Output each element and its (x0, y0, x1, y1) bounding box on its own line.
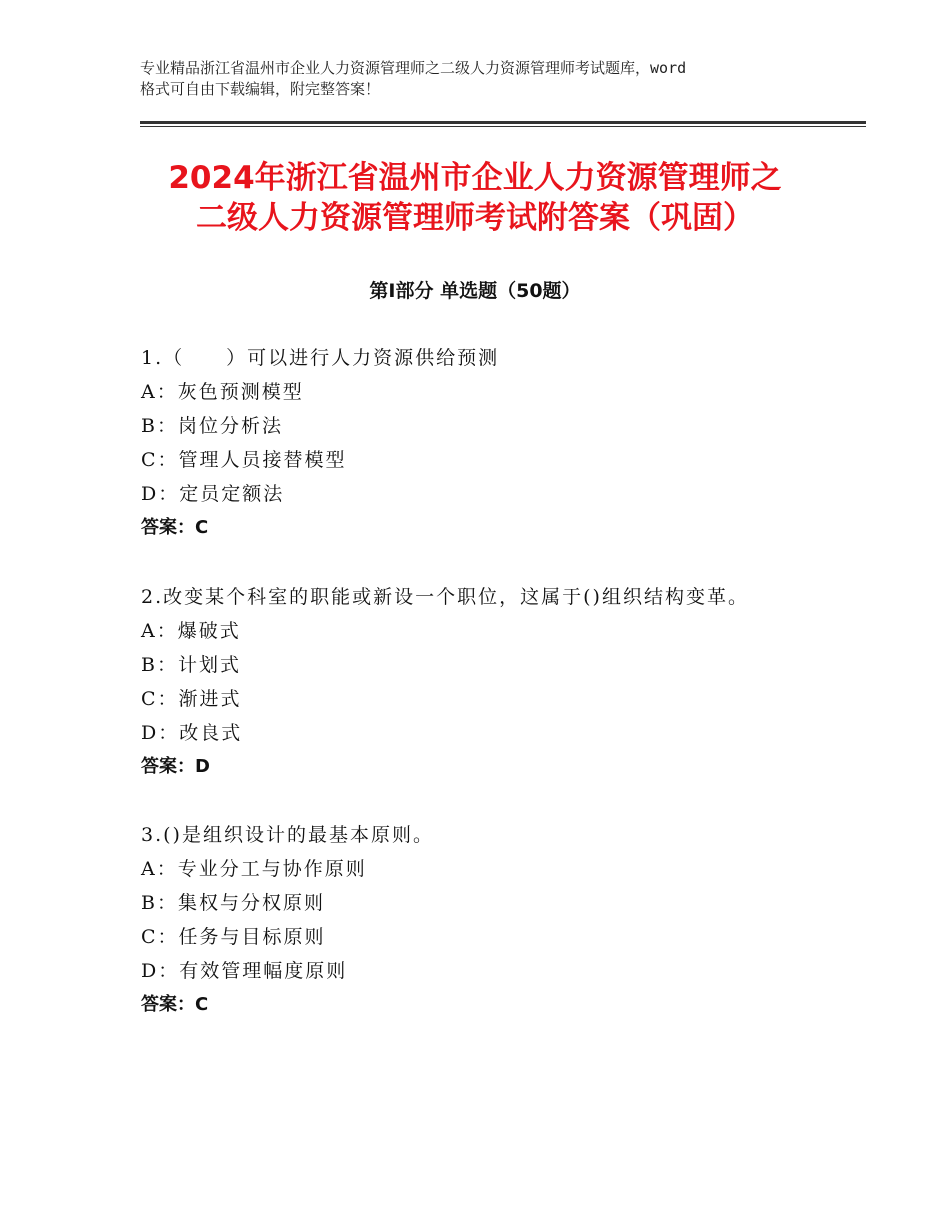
option-b: B：集权与分权原则 (141, 892, 325, 914)
question-stem: 2.改变某个科室的职能或新设一个职位，这属于()组织结构变革。 (141, 586, 749, 608)
header-note-line-1: 专业精品浙江省温州市企业人力资源管理师之二级人力资源管理师考试题库，word (140, 59, 687, 77)
option-a: A：灰色预测模型 (141, 381, 304, 403)
document-title-line-2: 二级人力资源管理师考试附答案（巩固） (196, 200, 754, 236)
header-divider-thick (140, 121, 866, 124)
question-1 (141, 341, 861, 545)
header-note-line-2: 格式可自由下载编辑，附完整答案！ (140, 80, 381, 98)
option-d: D：有效管理幅度原则 (141, 960, 348, 982)
option-b: B：计划式 (141, 654, 241, 676)
option-a: A：爆破式 (141, 620, 241, 642)
option-d: D：改良式 (141, 722, 243, 744)
option-a: A：专业分工与协作原则 (141, 858, 367, 880)
document-title (110, 158, 840, 238)
header-note (140, 58, 830, 100)
option-c: C：渐进式 (141, 688, 242, 710)
document-title-line-1: 2024年浙江省温州市企业人力资源管理师之 (168, 160, 782, 196)
question-2 (141, 580, 861, 784)
option-d: D：定员定额法 (141, 483, 285, 505)
answer: 答案：D (141, 756, 210, 777)
question-3 (141, 818, 861, 1022)
question-stem: 1.（ ）可以进行人力资源供给预测 (141, 347, 500, 369)
answer: 答案：C (141, 994, 209, 1015)
option-c: C：任务与目标原则 (141, 926, 326, 948)
answer: 答案：C (141, 517, 209, 538)
option-c: C：管理人员接替模型 (141, 449, 347, 471)
header-divider-thin (140, 126, 866, 127)
section-title: 第Ⅰ部分 单选题（50题） (369, 280, 581, 302)
option-b: B：岗位分析法 (141, 415, 283, 437)
question-stem: 3.()是组织设计的最基本原则。 (141, 824, 434, 846)
